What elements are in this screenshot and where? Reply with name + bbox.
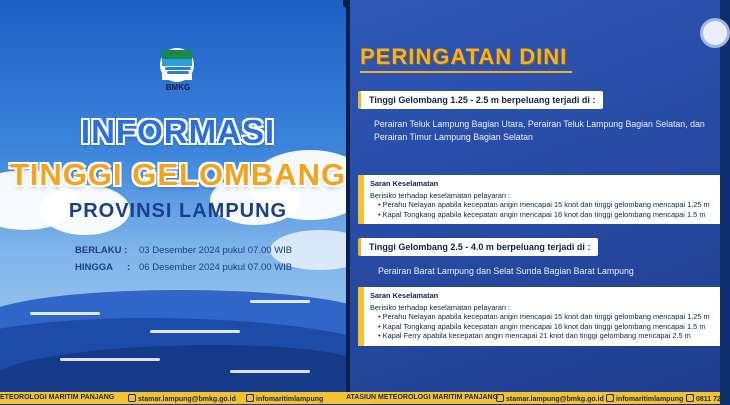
risk-item: • Kapal Tongkang apabila kecepatan angin mencapai 16 knot dan tinggi gelombang mencapai 1.5 m [378,210,714,220]
hingga-label: HINGGA : [75,262,131,273]
area-line: Perairan Teluk Lampung Bagian Utara, Perairan Teluk Lampung Bagian Selatan, dan [374,119,705,129]
station-name-right: ATASIUN METEOROLOGI MARITIM PANJANG [346,394,499,401]
instagram-left: infomaritimlampung [246,394,323,403]
logo-label: BMKG [165,83,191,92]
instagram-right: infomaritimlampung [606,394,683,403]
affected-area-1 [374,118,719,144]
bmkg-logo-icon [160,48,194,82]
risk-list [370,200,714,219]
wave-height-tag-1: Tinggi Gelombang 1.25 - 2.5 m berpeluang terjadi di : [358,91,603,109]
risk-item: • Kapal Ferry apabila kecepatan angin mencapai 21 knot dan tinggi gelombang mencapai 2.5 m [378,331,714,341]
saran-title: Saran Keselamatan [370,291,439,300]
affected-area-2 [378,265,718,278]
email-left: stamar.lampung@bmkg.go.id [128,394,236,403]
title-underline [360,71,572,73]
saran-title: Saran Keselamatan [370,179,439,188]
title-informasi: INFORMASI [80,113,276,150]
validity-dates [75,242,292,276]
wave-foam [250,300,310,303]
title-provinsi: PROVINSI LAMPUNG [68,200,288,222]
wave-foam [230,370,310,373]
title-tinggi-gelombang: TINGGI GELOMBANG [9,157,347,192]
wave-foam [150,330,240,333]
hingga-value: 06 Desember 2024 pukul 07.00 WIB [139,262,293,273]
safety-advice-2 [358,287,720,346]
peringatan-dini-title: PERINGATAN DINI [360,44,568,69]
saran-intro: Berisiko terhadap keselamatan pelayaran : [370,302,511,312]
risk-list [370,312,714,341]
berlaku-value: 03 Desember 2024 pukul 07.00 WIB [139,245,293,256]
phone-right: 0811 729 [686,394,725,403]
saran-intro: Berisiko terhadap keselamatan pelayaran : [370,190,511,200]
risk-item: • Perahu Nelayan apabila kecepatan angin mencapai 15 knot dan tinggi gelombang mencapai 1.25 m [378,312,714,322]
berlaku-label: BERLAKU : [75,245,128,256]
risk-item: • Kapal Tongkang apabila kecepatan angin mencapai 16 knot dan tinggi gelombang mencapai 1.5 m [378,322,714,332]
instagram-icon [246,394,254,402]
wave-foam [60,358,160,361]
wave-foam [30,312,100,315]
berlaku-row [75,242,292,259]
email-right: stamar.lampung@bmkg.go.id [496,394,604,403]
phone-icon [686,394,694,402]
email-icon [496,394,504,402]
info-poster-panel [0,0,346,404]
safety-advice-1 [358,175,720,224]
area-line: Perairan Barat Lampung dan Selat Sunda Bagian Barat Lampung [378,266,634,276]
station-name-left: ETEOROLOGI MARITIM PANJANG [0,394,115,401]
instagram-icon [606,394,614,402]
risk-item: • Perahu Nelayan apabila kecepatan angin mencapai 15 knot dan tinggi gelombang mencapai 1.25 m [378,200,714,210]
wave-height-tag-2: Tinggi Gelombang 2.5 - 4.0 m berpeluang terjadi di : [358,238,598,256]
contact-footer [0,392,725,404]
email-icon [128,394,136,402]
hingga-row [75,259,292,276]
area-line: Perairan Timur Lampung Bagian Selatan [374,132,533,142]
warning-panel [350,0,720,392]
corner-badge [700,18,730,48]
